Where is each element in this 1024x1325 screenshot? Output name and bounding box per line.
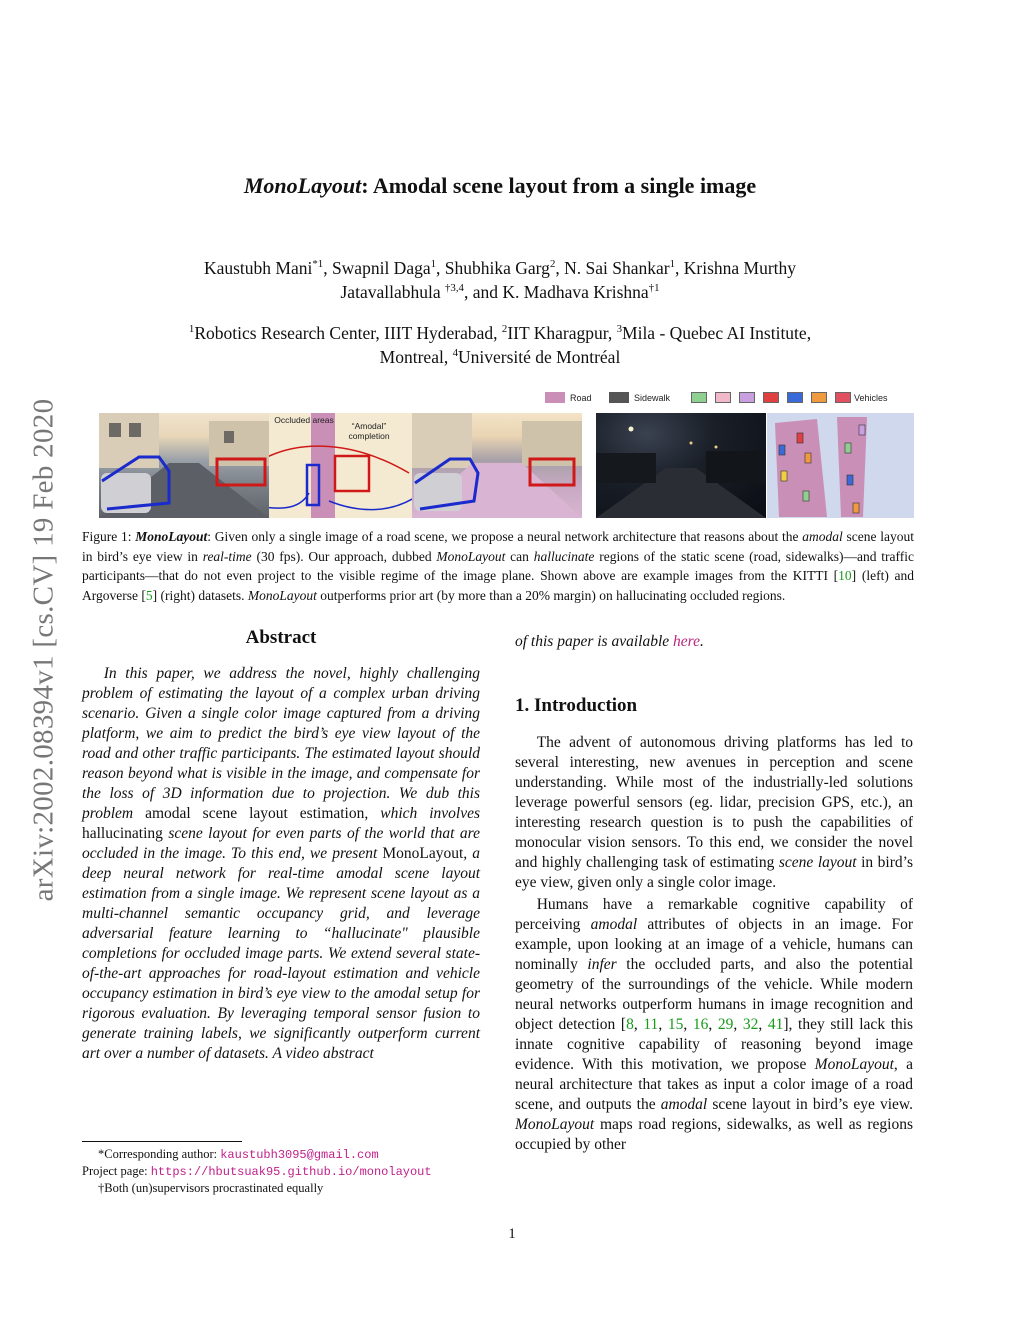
authors-line-1: Kaustubh Mani$^{*1}$, Swapnil Daga$^1$, Shubhika Garg$^2$, N. Sai Shankar$^1$, Krishna Murthy <box>203 258 797 278</box>
citation-link-5[interactable]: 5 <box>145 587 153 603</box>
intro-p2-c: attributes of objects in an image. For example, upon looking at an image of a vehicle, humans can nominally <box>515 916 913 973</box>
caption-realtime: real-time <box>202 548 252 564</box>
affiliation-line-2: Montreal, $^4$Université de Montréal <box>379 347 621 367</box>
legend-vehicle-pink-swatch <box>715 392 731 403</box>
legend-vehicle-green-swatch <box>691 392 707 403</box>
affiliation-line-1: $^1$Robotics Research Center, IIIT Hyderabad, $^2$IIT Kharagpur, $^3$Mila - Quebec AI Institute, <box>188 323 812 343</box>
intro-p2-e: the occluded parts, and also the potential geometry of the surroundings of the vehicle. While modern neural networks outperform humans in image recognition and object detection [ <box>515 956 914 1033</box>
abstract-text-3: , which involves <box>364 805 481 822</box>
legend-sidewalk-swatch <box>609 392 629 403</box>
abstract-text-2: amodal scene layout estimation <box>145 805 365 822</box>
abstract-tail-period: . <box>699 633 704 650</box>
figure-1 <box>99 388 914 522</box>
page-number: 1 <box>508 1226 516 1242</box>
author-list <box>110 256 890 304</box>
intro-p2-h: , a neural architecture that takes as input a color image of a road scene, and outputs the <box>515 1056 913 1113</box>
footnote-supervisors: †Both (un)supervisors procrastinated equally <box>98 1181 324 1195</box>
footnote-project <box>82 1163 482 1180</box>
legend-vehicles-label: Vehicles <box>854 393 888 403</box>
intro-p1-b: scene layout <box>778 854 857 871</box>
project-label: Project page: <box>82 1164 151 1178</box>
argoverse-birdseye-layout <box>767 413 914 518</box>
intro-p2-i: amodal <box>660 1096 708 1113</box>
legend-sidewalk-label: Sidewalk <box>634 393 671 403</box>
caption-monolayout-2: MonoLayout <box>436 548 506 564</box>
authors-line-2: Jatavallabhula $^{\dagger 3,4}$, and K. Madhava Krishna$^{\dagger 1}$ <box>340 282 660 302</box>
kitti-scene-sketch <box>99 413 269 518</box>
caption-prefix: Figure 1: <box>82 529 136 544</box>
abstract-continuation <box>515 632 913 652</box>
birdseye-layout-sketch <box>767 413 914 518</box>
footnotes <box>82 1146 482 1196</box>
caption-text-6: ] (left) and Argoverse [ <box>82 568 914 603</box>
intro-paragraph-2: Humans have a remarkable cognitive capability of perceiving amodal attributes of objects in an image. For example, upon looking at an image of a vehicle, humans can nominally infer the occluded parts, and also the potential geometry of the surroundings of the vehicle. While modern neural networks outperform humans in image recognition and object detection [8, 11, 15, 16, 29, 32, 41], they still lack this innate cognitive capability of reasoning beyond image evidence. With this motivation, we propose MonoLayout, a neural architecture that takes as input a color image of a road scene, and outputs the amodal scene layout in bird’s eye view. MonoLayout maps road regions, sidewalks, as well as regions occupied by other <box>515 896 914 1153</box>
abstract-text-5: scene layout for even parts of the world that are occluded in the image. To this end, we present <box>82 825 480 862</box>
introduction-heading: 1. Introduction <box>515 695 638 716</box>
figure-1-caption <box>82 527 914 605</box>
citation-link-16[interactable]: 16 <box>692 1016 709 1033</box>
abstract-tail-text: of this paper is available <box>515 633 674 650</box>
intro-p2-l: maps road regions, sidewalks, as well as regions occupied by other <box>515 1116 913 1153</box>
caption-label: MonoLayout <box>135 529 208 544</box>
intro-p2-d: infer <box>587 956 617 973</box>
kitti-completed-scene <box>412 413 582 518</box>
citation-link-15[interactable]: 15 <box>667 1016 684 1033</box>
citation-link-32[interactable]: 32 <box>742 1016 759 1033</box>
intro-p2-b: amodal <box>590 916 638 933</box>
kitti-amodal-output <box>412 413 582 518</box>
intro-p1-c: in bird’s eye view, given only a single color image. <box>515 854 913 891</box>
caption-hallucinate: hallucinate <box>533 548 595 564</box>
caption-text-8: outperforms prior art (by more than a 20% margin) on hallucinating occluded regions. <box>316 587 786 603</box>
footnote-corresponding <box>82 1146 482 1163</box>
kitti-input-image <box>99 413 269 518</box>
legend-vehicle-red-swatch <box>763 392 779 403</box>
legend-vehicle-purple-swatch <box>739 392 755 403</box>
abstract-text-7: , a deep neural network for real-time amodal scene layout estimation from a single image. We represent scene layout as a multi-channel semantic occupancy grid, and leverage adversarial feature learning to “hallucinate" plausible completions for occluded image parts. We extend several state-of-the-art approaches for road-layout estimation and vehicle occupancy estimation in bird’s eye view to the amodal setup for rigorous evaluation. By leveraging temporal sensor fusion to generate training labels, we significantly outperform current art over a number of datasets. A video abstract <box>82 845 481 1062</box>
argoverse-input-image <box>596 413 766 518</box>
title-name: MonoLayout <box>243 173 362 198</box>
caption-text-7: ] (right) datasets. <box>152 587 248 603</box>
annotation-arrows <box>269 413 412 518</box>
project-page-link[interactable]: https://hbutsuak95.github.io/monolayout <box>150 1165 432 1179</box>
video-abstract-link[interactable]: here <box>673 633 700 650</box>
caption-text-2: scene layout in bird’s eye view in <box>82 529 914 564</box>
citation-link-10[interactable]: 10 <box>838 568 852 583</box>
introduction-body <box>515 733 913 1157</box>
citation-link-8[interactable]: 8 <box>626 1016 634 1033</box>
abstract-text-4: hallucinating <box>82 825 163 842</box>
corresponding-label: *Corresponding author: <box>98 1147 221 1161</box>
legend-vehicle-blue-swatch <box>787 392 803 403</box>
paper-title <box>80 173 920 199</box>
intro-p1-a: The advent of autonomous driving platforms has led to several interesting, new avenues in perception and scene understanding. While most of the industrially-led solutions leverage powerful sensors (eg. lidar, precision GPS, etc.), an interesting research question is to push the capabilities of monocular vision sensors. To this end, we consider the novel and highly challenging task of estimating <box>515 734 913 871</box>
occluded-region-panel <box>269 413 412 518</box>
footnote-rule <box>82 1141 242 1142</box>
caption-text-1: : Given only a single image of a road scene, we propose a neural network architecture that reasons about the <box>207 529 803 544</box>
occluded-areas-label: Occluded areas <box>274 415 334 425</box>
caption-text-5: regions of the static scene (road, sidewalks)—and traffic participants—that do not even project to the visible regime of the image plane. Shown above are example images from the KITTI [ <box>82 548 915 583</box>
caption-text-4: can <box>505 548 534 564</box>
intro-p2-g: MonoLayout <box>814 1056 894 1073</box>
citation-link-41[interactable]: 41 <box>767 1016 784 1033</box>
intro-p2-k: MonoLayout <box>515 1116 595 1133</box>
legend-vehicle-orange-swatch <box>811 392 827 403</box>
title-rest: : Amodal scene layout from a single image <box>361 173 757 198</box>
intro-paragraph-1 <box>515 733 913 893</box>
arxiv-stamp: arXiv:2002.08394v1 [cs.CV] 19 Feb 2020 <box>27 398 60 902</box>
citation-link-29[interactable]: 29 <box>717 1016 734 1033</box>
corresponding-email-link[interactable]: kaustubh3095@gmail.com <box>220 1148 379 1162</box>
affiliations <box>95 321 905 369</box>
argoverse-night-scene <box>596 413 766 518</box>
intro-p2-a: Humans have a remarkable cognitive capability of perceiving <box>515 896 913 933</box>
caption-monolayout-3: MonoLayout <box>247 587 317 603</box>
abstract-text-1: In this paper, we address the novel, highly challenging problem of estimating the layout of a complex urban driving scenario. Given a single color image captured from a driving platform, we aim to predict the bird’s eye view layout of the road and other traffic participants. The estimated layout should reason beyond what is visible in the image, and compensate for the loss of 3D information due to projection. We dub this problem <box>82 665 480 822</box>
intro-p2-j: scene layout in bird’s eye view. <box>707 1096 913 1113</box>
citation-link-11[interactable]: 11 <box>643 1016 659 1033</box>
amodal-completion-label: “Amodal” completion <box>348 421 390 441</box>
abstract-body <box>82 664 480 1064</box>
intro-p2-f: ], they still lack this innate cognitive capability of reasoning beyond image evidence. With this motivation, we propose <box>515 1016 914 1073</box>
caption-text-3: (30 fps). Our approach, dubbed <box>251 548 437 564</box>
legend-road-label: Road <box>570 393 592 403</box>
abstract-heading: Abstract <box>245 627 317 648</box>
caption-amodal: amodal <box>802 529 843 544</box>
legend-road-swatch <box>545 392 565 403</box>
abstract-text-6: MonoLayout <box>382 845 464 862</box>
